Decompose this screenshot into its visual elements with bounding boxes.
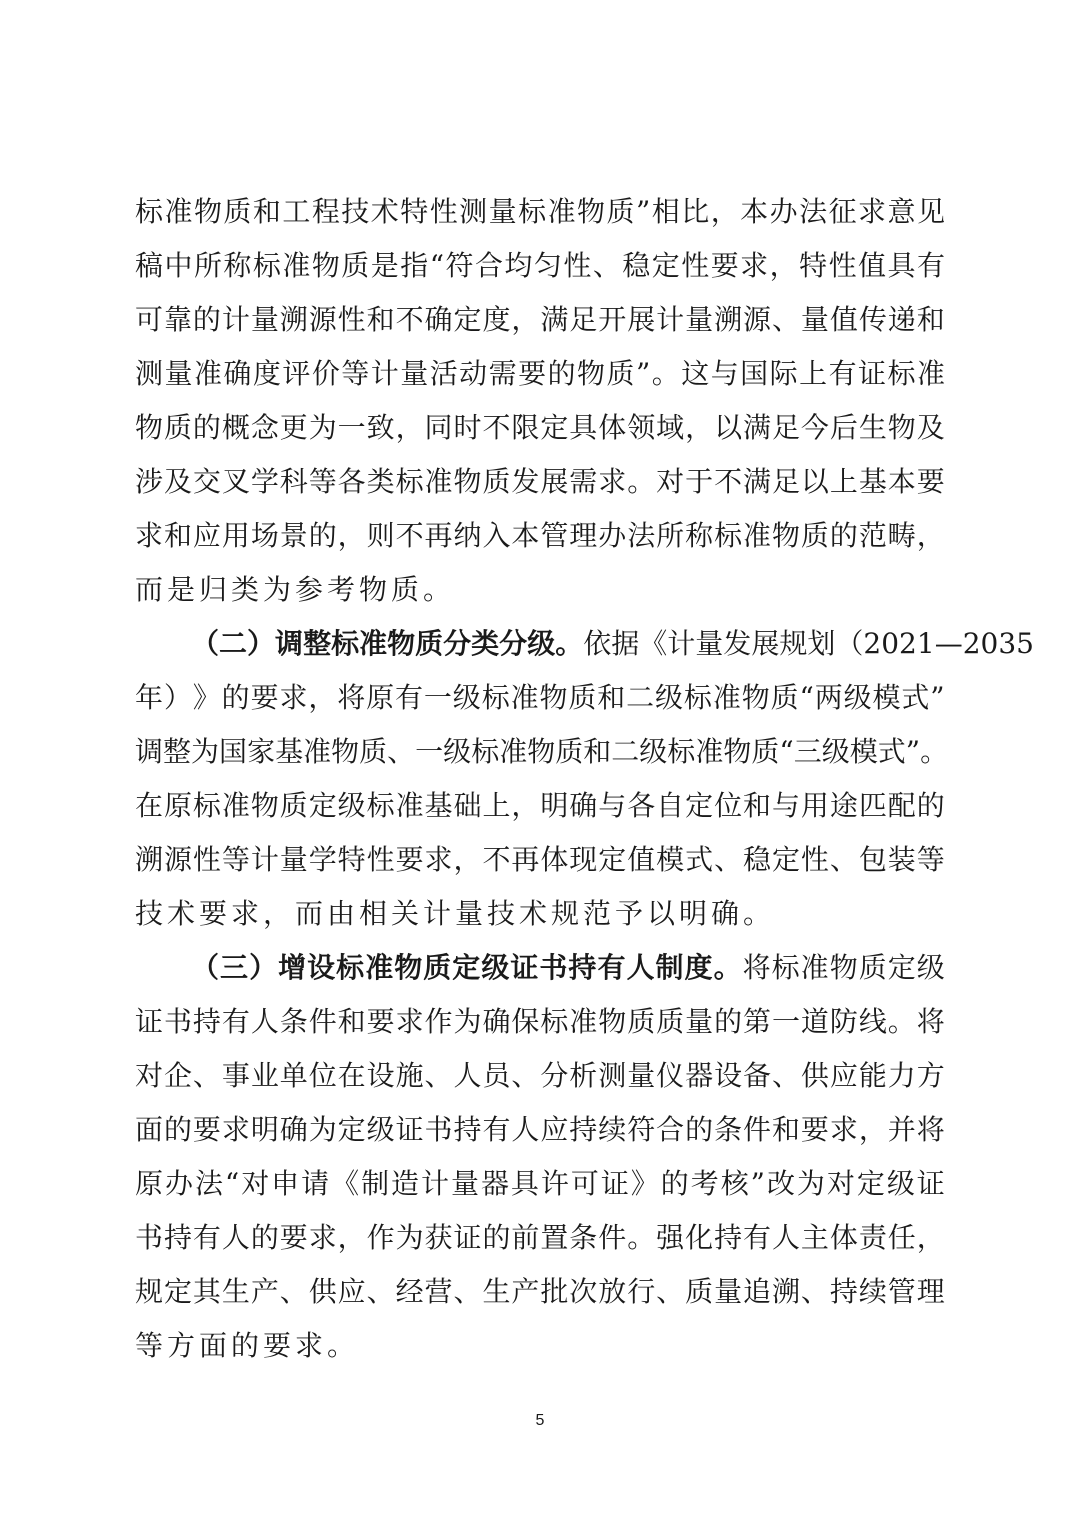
page-number: 5: [535, 1412, 545, 1429]
text-line: 涉 及 交 叉 学 科 等 各 类 标 准 物 质 发 展 需 求 。 对 于 不 满 足 以 上 基 本 要: [135, 465, 945, 498]
text-line: （ 三 ） 增 设 标 准 物 质 定 级 证 书 持 有 人 制 度 。 将 标 准 物 质 定 级: [191, 951, 945, 984]
text-line: 求 和 应 用 场 景 的 ， 则 不 再 纳 入 本 管 理 办 法 所 称 标 准 物 质 的 范 畴 ，: [135, 519, 945, 552]
text-line: 证 书 持 有 人 条 件 和 要 求 作 为 确 保 标 准 物 质 质 量 的 第 一 道 防 线 。 将: [135, 1005, 945, 1038]
text-line: 年 ） 》 的 要 求 ， 将 原 有 一 级 标 准 物 质 和 二 级 标 准 物 质 “ 两 级 模 式 ”: [135, 681, 945, 714]
text-line: 书 持 有 人 的 要 求 ， 作 为 获 证 的 前 置 条 件 。 强 化 持 有 人 主 体 责 任 ，: [135, 1221, 945, 1254]
text-line: 可 靠 的 计 量 溯 源 性 和 不 确 定 度 ， 满 足 开 展 计 量 溯 源 、 量 值 传 递 和: [135, 303, 945, 336]
paragraph-definition: [135, 185, 945, 617]
text-line: 调 整 为 国 家 基 准 物 质 、 一 级 标 准 物 质 和 二 级 标 准 物 质 “ 三 级 模 式 ” 。: [135, 735, 949, 768]
text-line: 测 量 准 确 度 评 价 等 计 量 活 动 需 要 的 物 质 ” 。 这 与 国 际 上 有 证 标 准: [135, 357, 945, 390]
text-line: 物 质 的 概 念 更 为 一 致 ， 同 时 不 限 定 具 体 领 域 ， 以 满 足 今 后 生 物 及: [135, 411, 945, 444]
document-body: [135, 185, 1034, 1373]
text-line: （ 二 ） 调 整 标 准 物 质 分 类 分 级 。 依 据 《 计 量 发 展 规 划 （ 2 0 2 1 — 2 0 3 5: [191, 627, 1034, 660]
text-line: 技术要求，而由相关计量技术规范予以明确。: [135, 897, 776, 930]
text-line: 面 的 要 求 明 确 为 定 级 证 书 持 有 人 应 持 续 符 合 的 条 件 和 要 求 ， 并 将: [135, 1113, 945, 1146]
text-line: 等方面的要求。: [135, 1329, 360, 1362]
paragraph-classification: [135, 617, 1034, 941]
paragraph-certificate-holder: [135, 941, 945, 1373]
text-line: 规 定 其 生 产 、 供 应 、 经 营 、 生 产 批 次 放 行 、 质 量 追 溯 、 持 续 管 理: [135, 1275, 945, 1308]
text-line: 溯 源 性 等 计 量 学 特 性 要 求 ， 不 再 体 现 定 值 模 式 、 稳 定 性 、 包 装 等: [135, 843, 945, 876]
text-line: 而是归类为参考物质。: [135, 573, 456, 606]
text-line: 稿 中 所 称 标 准 物 质 是 指 “ 符 合 均 匀 性 、 稳 定 性 要 求 ， 特 性 值 具 有: [135, 249, 945, 282]
text-line: 原 办 法 “ 对 申 请 《 制 造 计 量 器 具 许 可 证 》 的 考 核 ” 改 为 对 定 级 证: [135, 1167, 945, 1200]
text-line: 在 原 标 准 物 质 定 级 标 准 基 础 上 ， 明 确 与 各 自 定 位 和 与 用 途 匹 配 的: [135, 789, 945, 822]
text-line: 标 准 物 质 和 工 程 技 术 特 性 测 量 标 准 物 质 ” 相 比 ， 本 办 法 征 求 意 见: [135, 195, 945, 228]
text-line: 对 企 、 事 业 单 位 在 设 施 、 人 员 、 分 析 测 量 仪 器 设 备 、 供 应 能 力 方: [135, 1059, 945, 1092]
